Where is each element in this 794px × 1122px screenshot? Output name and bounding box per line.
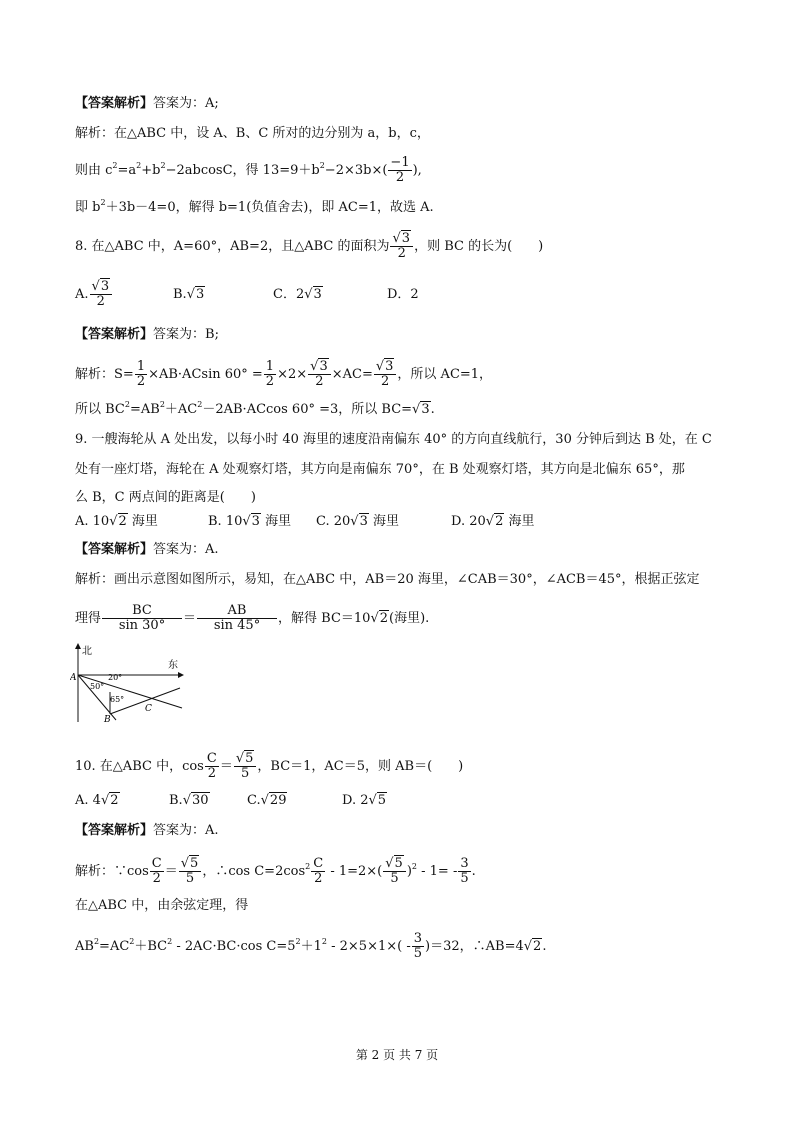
q9-navigation-diagram bbox=[70, 642, 190, 724]
point-b-label: B bbox=[104, 715, 111, 724]
q8-analysis-line1: 解析：S= $\frac{1}{2}$ ×AB·ACsin 60° = $\frac{1}{2}$ ×2× $\frac{√3}{2}$ ×AC= $\frac{√3}{2}$ ，所以 AC=1， bbox=[75, 359, 493, 389]
q7-analysis-line2: 则由 $c^2=a^2+b^2-2abcosC$，得 $13=9+b^2-2\times 3b\times$( $\frac{-1}{2}$ ), bbox=[75, 155, 422, 185]
q10-answer-line: 【答案解析】答案为：A. bbox=[75, 823, 219, 838]
q10-option-c: C.√29 bbox=[247, 793, 287, 808]
q8-option-c: C．2√3 bbox=[273, 287, 322, 302]
angle-20-label: 20° bbox=[108, 673, 123, 682]
q9-stem-line2: 处有一座灯塔，海轮在 A 处观察灯塔，其方向是南偏东 70°，在 B 处观察灯塔，其方向是北偏东 65°，那 bbox=[75, 462, 685, 477]
q8-answer-line: 【答案解析】答案为：B; bbox=[75, 327, 219, 342]
q8-option-d: D．2 bbox=[387, 287, 419, 302]
q10-option-d: D. 2√5 bbox=[342, 793, 387, 808]
q8-option-a: A. $\frac{√3}{2}$ bbox=[75, 280, 173, 309]
q9-options bbox=[75, 514, 535, 530]
q9-analysis-line2: 理得 $\frac{BC}{\sin 30^\circ}$ ＝ $\frac{AB}{\sin 45^\circ}$ ，解得 BC＝10√2(海里). bbox=[75, 603, 430, 633]
q9-analysis-line1: 解析：画出示意图如图所示，易知，在△ABC 中，AB＝20 海里，∠CAB＝30°，∠ACB＝45°，根据正弦定 bbox=[75, 572, 700, 587]
q7-analysis-line1: 解析：在△ABC 中，设 A、B、C 所对的边分别为 a，b，c， bbox=[75, 126, 430, 141]
q9-stem-line1: 9. 一艘海轮从 A 处出发，以每小时 40 海里的速度沿南偏东 40° 的方向直线航行，30 分钟后到达 B 处，在 C bbox=[75, 432, 712, 447]
q9-option-a: A. 10√2 海里 bbox=[75, 514, 158, 529]
q10-option-b: B.√30 bbox=[169, 793, 209, 808]
east-label: 东 bbox=[168, 660, 178, 671]
point-c-label: C bbox=[145, 704, 152, 714]
q10-option-a: A. 4√2 bbox=[75, 793, 119, 808]
q8-stem: 8. 在△ABC 中，A=60°，AB=2，且△ABC 的面积为 $\frac{√3}{2}$ ，则 BC 的长为( ) bbox=[75, 231, 544, 261]
q8-analysis-line2: 所以 $BC^2=AB^2+AC^2-2AB\cdot ACcos$ 60° =3，所以 BC=√3. bbox=[75, 400, 435, 417]
q7-answer: 答案为：A; bbox=[153, 96, 219, 111]
q10-stem: 10. 在△ABC 中，cos $\frac{C}{2}$ ＝ $\frac{√5}{5}$ ，BC＝1，AC＝5，则 AB＝( ) bbox=[75, 751, 464, 781]
q8-options bbox=[75, 280, 419, 309]
q7-analysis-line3: 即 $b^2+3b-4=0$，解得 b=1(负值舍去)，即 AC=1，故选 A. bbox=[75, 198, 434, 215]
angle-65-label: 65° bbox=[110, 695, 125, 704]
page-footer: 第 2 页 共 7 页 bbox=[355, 1048, 439, 1062]
q10-options bbox=[75, 793, 387, 809]
q7-answer-line bbox=[75, 96, 219, 112]
q9-option-b: B. 10√3 海里 bbox=[208, 514, 292, 529]
answer-label: 【答案解析】 bbox=[75, 96, 154, 111]
north-label: 北 bbox=[82, 646, 92, 657]
q9-answer-line: 【答案解析】答案为：A. bbox=[75, 542, 219, 557]
angle-50-label: 50° bbox=[90, 682, 105, 691]
fraction: $\frac{-1}{2}$ bbox=[390, 155, 410, 185]
q10-analysis-line1: 解析：∵cos $\frac{C}{2}$ ＝ $\frac{√5}{5}$ ，∴cos $C=2\cos^2$ $\frac{C}{2}$ - 1=2×( $\frac{√5}{5}$ )$^2$ - 1= - $\frac{3}{5}$ . bbox=[75, 856, 476, 886]
q9-option-d: D. 20√2 海里 bbox=[451, 514, 535, 529]
q8-option-b: B.√3 bbox=[173, 287, 205, 302]
q9-stem-line3: 么 B，C 两点间的距离是( ) bbox=[75, 490, 256, 505]
point-a-label: A bbox=[70, 673, 77, 683]
q9-option-c: C. 20√3 海里 bbox=[316, 514, 400, 529]
fraction: $\frac{√3}{2}$ bbox=[390, 232, 413, 261]
q10-analysis-line2: 在△ABC 中，由余弦定理，得 bbox=[75, 898, 249, 913]
q10-analysis-line3: $AB^2=AC^2+BC^2 - 2AC\cdot BC\cdot\cos$ $C=5^2+1^2 - 2\times 5\times 1\times$( - $\frac{3}{5}$ )＝32，∴AB=4√2. bbox=[75, 931, 547, 961]
